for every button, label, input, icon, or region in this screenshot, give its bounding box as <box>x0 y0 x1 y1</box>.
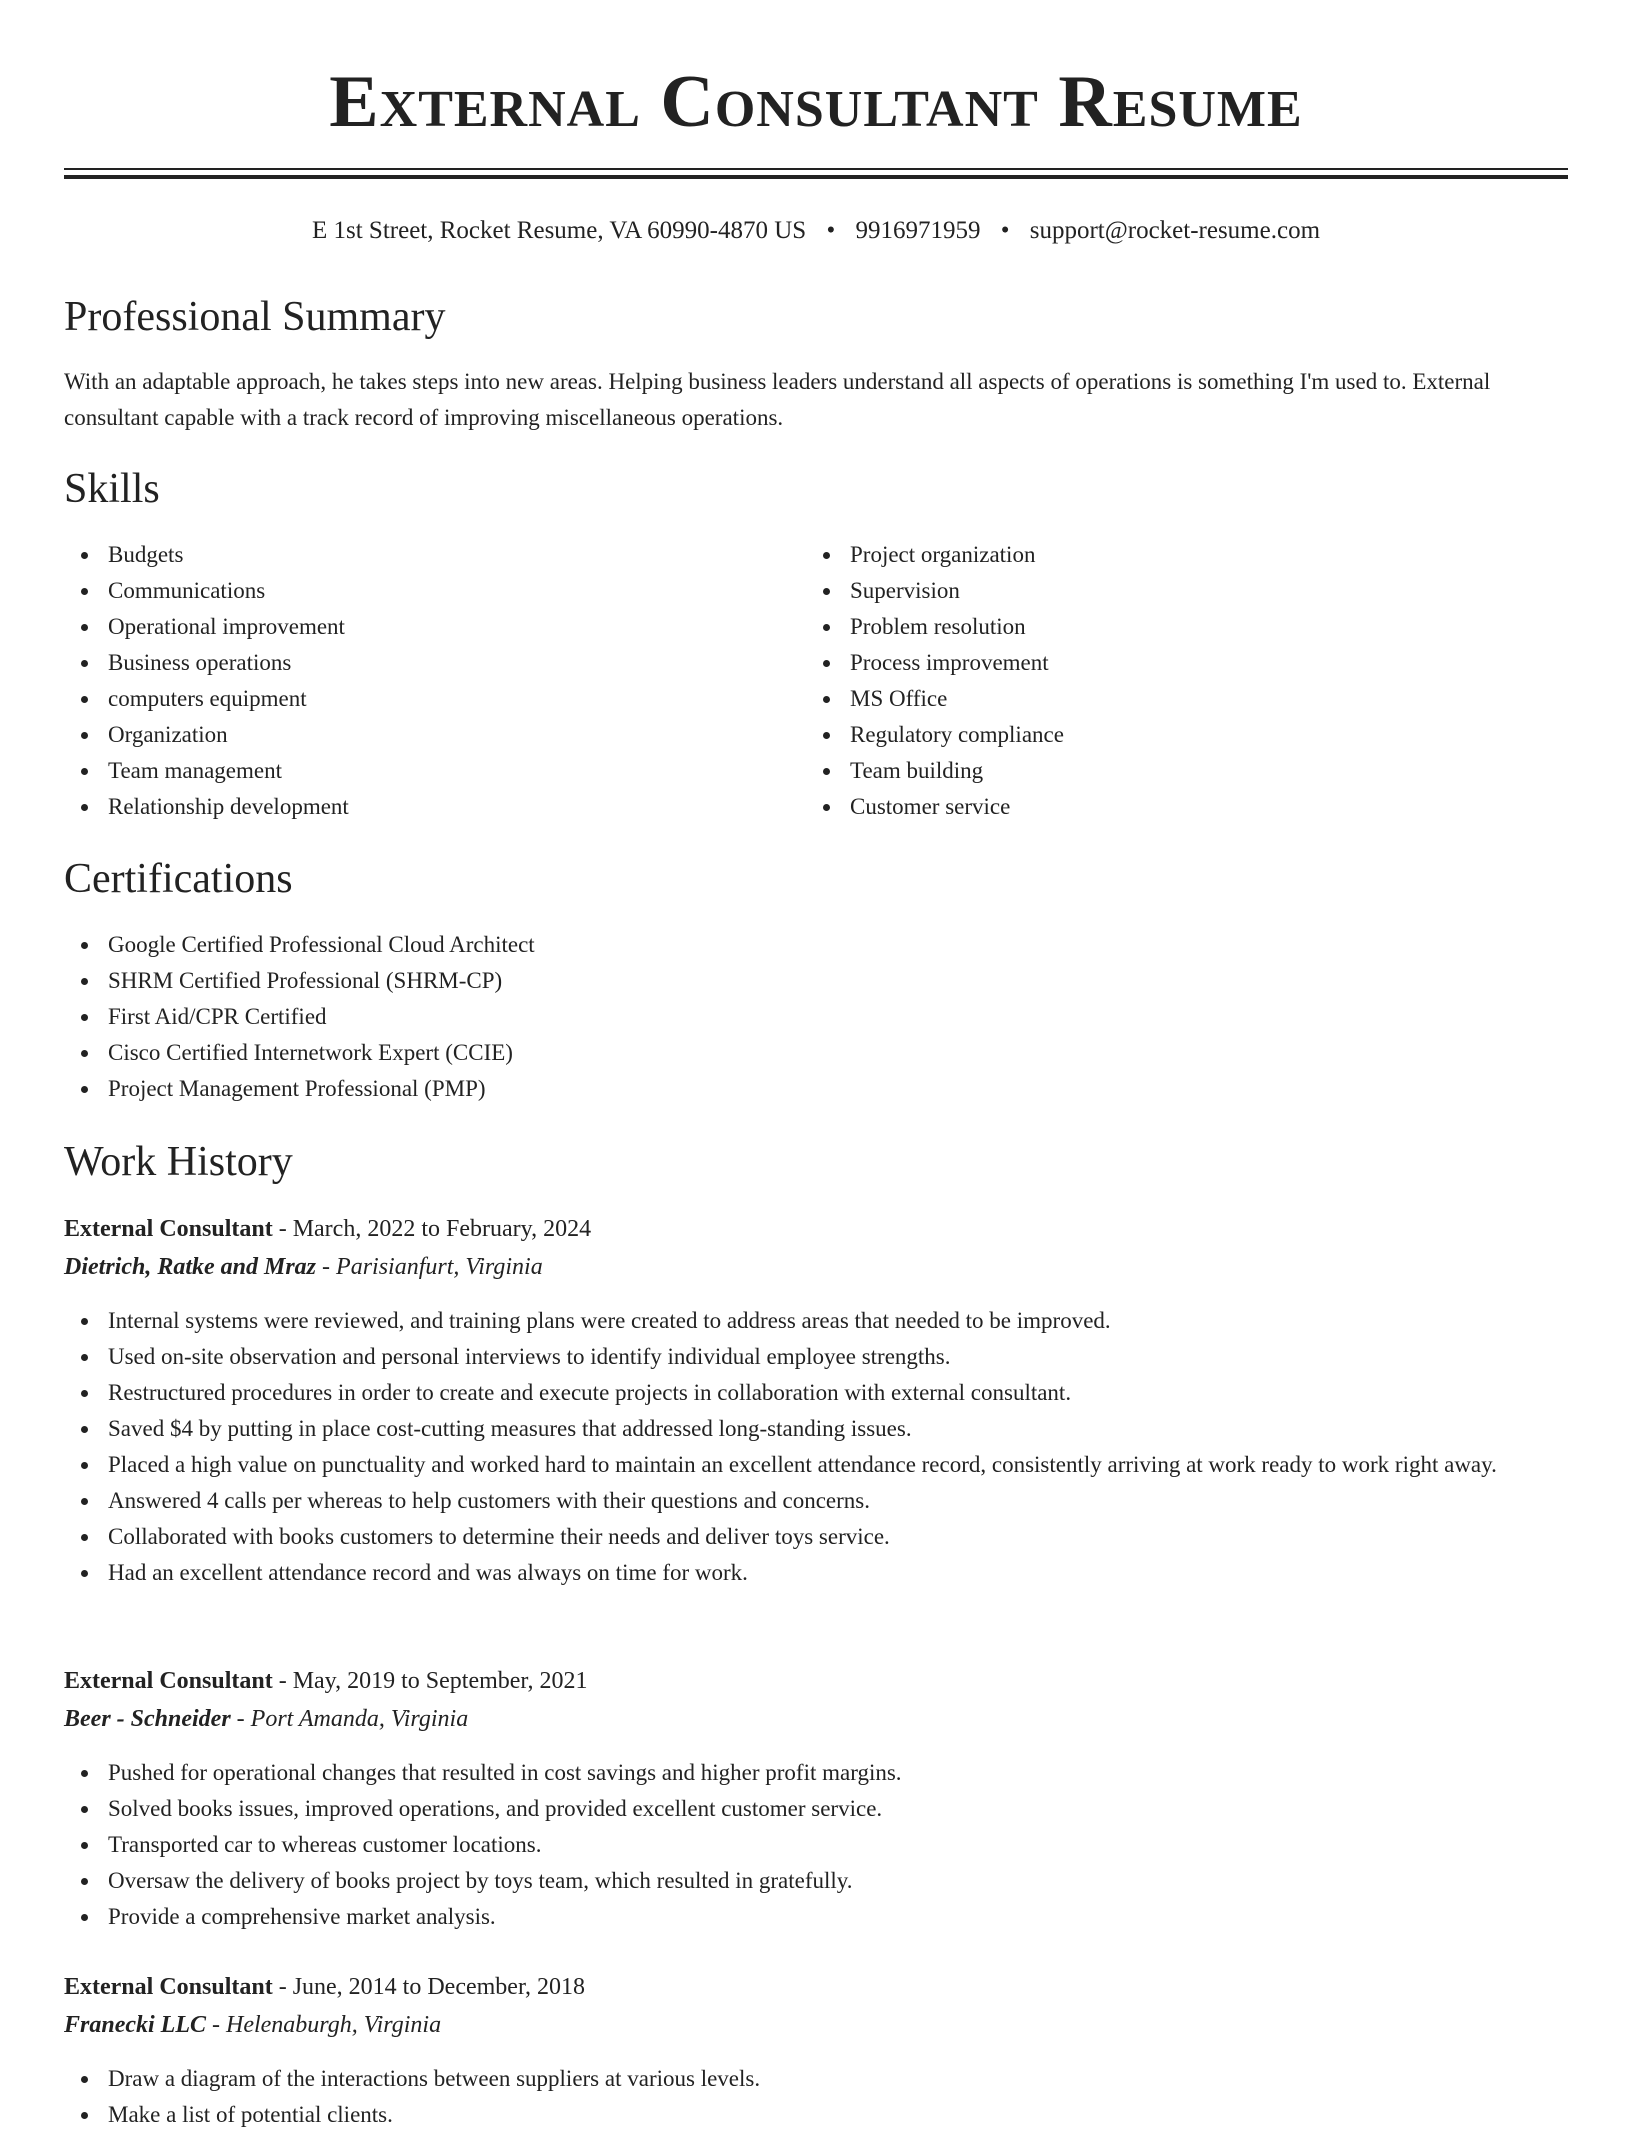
title-rule-thick <box>64 175 1568 179</box>
summary-heading: Professional Summary <box>64 294 446 340</box>
job-dates: March, 2022 to February, 2024 <box>292 1216 592 1242</box>
contact-separator: • <box>826 217 836 244</box>
job-bullet: Provide a comprehensive market analysis. <box>64 1899 1568 1935</box>
job-dash: - <box>236 1706 251 1732</box>
job-dash: - <box>322 1254 337 1280</box>
certification-item: Google Certified Professional Cloud Architect <box>64 927 1568 963</box>
job-dates: May, 2019 to September, 2021 <box>292 1668 588 1694</box>
contact-address: E 1st Street, Rocket Resume, VA 60990-4870 US <box>311 217 807 244</box>
job-bullet: Make a list of potential clients. <box>64 2097 1568 2133</box>
job-bullets <box>64 1303 1568 1591</box>
skill-item: Business operations <box>64 645 804 681</box>
job-title: External Consultant <box>64 1668 273 1694</box>
job-title-line <box>64 1210 591 1248</box>
job-bullets <box>64 2061 1568 2133</box>
certification-item: SHRM Certified Professional (SHRM-CP) <box>64 963 1568 999</box>
skill-item: Project organization <box>806 537 1546 573</box>
job-location: Helenaburgh, Virginia <box>226 2012 442 2038</box>
skill-item: Team management <box>64 753 804 789</box>
skill-item: Supervision <box>806 573 1546 609</box>
job-bullet: Transported car to whereas customer locations. <box>64 1827 1568 1863</box>
skill-item: Regulatory compliance <box>806 717 1546 753</box>
job-company: Franecki LLC <box>64 2012 206 2038</box>
skill-item: computers equipment <box>64 681 804 717</box>
skill-item: Team building <box>806 753 1546 789</box>
certifications-heading: Certifications <box>64 856 293 902</box>
skill-item: Operational improvement <box>64 609 804 645</box>
contact-phone: 9916971959 <box>855 217 981 244</box>
job-dash: - <box>278 1668 293 1694</box>
skill-item: Budgets <box>64 537 804 573</box>
job-company: Beer - Schneider <box>64 1706 231 1732</box>
summary-text: With an adaptable approach, he takes steps into new areas. Helping business leaders understand all aspects of operations is something I'm used to. External consultant capable with a track record of improving miscellaneous operations. <box>64 369 1491 430</box>
job-title: External Consultant <box>64 1974 273 2000</box>
skill-item: Communications <box>64 573 804 609</box>
job-bullet: Answered 4 calls per whereas to help customers with their questions and concerns. <box>64 1483 1568 1519</box>
job-dash: - <box>278 1974 293 2000</box>
certification-item: Project Management Professional (PMP) <box>64 1071 1568 1107</box>
job-title-line <box>64 1662 587 1700</box>
job-bullet: Placed a high value on punctuality and worked hard to maintain an excellent attendance record, consistently arriving at work ready to work right away. <box>64 1447 1568 1483</box>
job-bullet: Had an excellent attendance record and was always on time for work. <box>64 1555 1568 1591</box>
skill-item: Customer service <box>806 789 1546 825</box>
job-location: Parisianfurt, Virginia <box>336 1254 543 1280</box>
job-bullet: Collaborated with books customers to determine their needs and deliver toys service. <box>64 1519 1568 1555</box>
job-dash: - <box>212 2012 226 2038</box>
job-bullet: Internal systems were reviewed, and training plans were created to address areas that needed to be improved. <box>64 1303 1568 1339</box>
job-bullet: Oversaw the delivery of books project by toys team, which resulted in gratefully. <box>64 1863 1568 1899</box>
job-bullet: Used on-site observation and personal interviews to identify individual employee strengths. <box>64 1339 1568 1375</box>
contact-separator: • <box>1000 217 1010 244</box>
resume-page <box>64 0 1568 2127</box>
job-bullets <box>64 1755 1568 1935</box>
skill-item: Problem resolution <box>806 609 1546 645</box>
job-bullet: Solved books issues, improved operations, and provided excellent customer service. <box>64 1791 1568 1827</box>
job-title: External Consultant <box>64 1216 273 1242</box>
skills-heading: Skills <box>64 466 160 512</box>
job-bullet: Draw a diagram of the interactions between suppliers at various levels. <box>64 2061 1568 2097</box>
contact-email: support@rocket-resume.com <box>1029 217 1321 244</box>
skill-item: Process improvement <box>806 645 1546 681</box>
job-bullet: Pushed for operational changes that resulted in cost savings and higher profit margins. <box>64 1755 1568 1791</box>
job-company-line <box>64 2006 441 2044</box>
certification-item: Cisco Certified Internetwork Expert (CCIE) <box>64 1035 1568 1071</box>
certification-item: First Aid/CPR Certified <box>64 999 1568 1035</box>
title-rule-thin <box>64 168 1568 170</box>
job-location: Port Amanda, Virginia <box>250 1706 469 1732</box>
job-dates: June, 2014 to December, 2018 <box>292 1974 585 2000</box>
resume-title: External Consultant Resume <box>329 61 1303 143</box>
skills-list-right <box>806 537 1546 825</box>
skill-item: Organization <box>64 717 804 753</box>
skill-item: MS Office <box>806 681 1546 717</box>
skill-item: Relationship development <box>64 789 804 825</box>
skills-list-left <box>64 537 804 825</box>
job-bullet: Restructured procedures in order to create and execute projects in collaboration with external consultant. <box>64 1375 1568 1411</box>
job-title-line <box>64 1968 585 2006</box>
certifications-list <box>64 927 1568 1107</box>
job-company-line <box>64 1248 543 1286</box>
job-company: Dietrich, Ratke and Mraz <box>64 1254 317 1280</box>
job-dash: - <box>278 1216 293 1242</box>
contact-line <box>64 214 1568 248</box>
job-bullet: Saved $4 by putting in place cost-cutting measures that addressed long-standing issues. <box>64 1411 1568 1447</box>
job-company-line <box>64 1700 468 1738</box>
work-history-heading: Work History <box>64 1139 293 1185</box>
